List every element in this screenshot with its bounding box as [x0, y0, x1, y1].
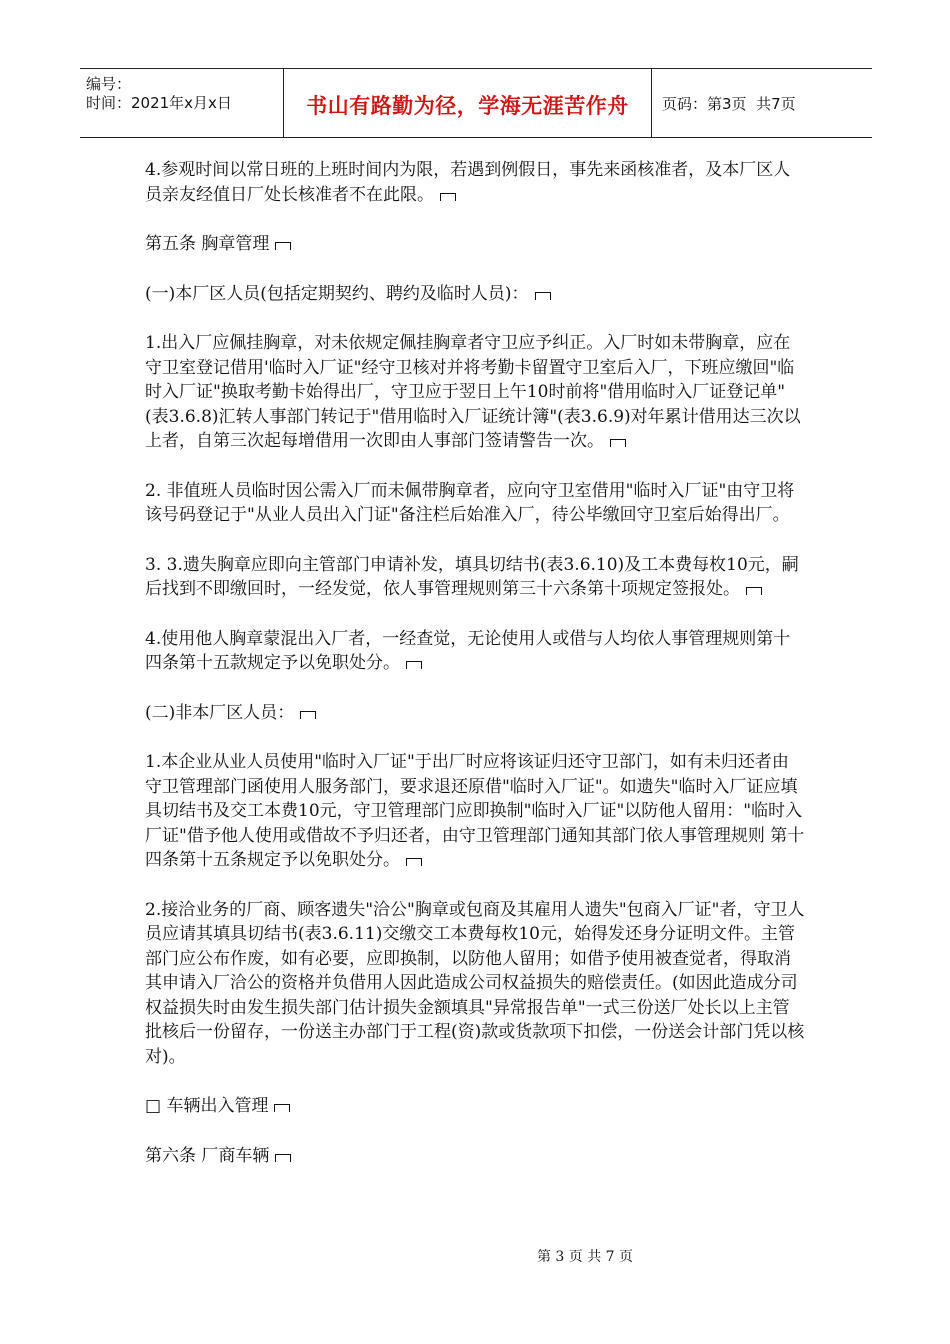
- paragraph: [145, 701, 805, 726]
- paragraph-mark-icon: [406, 661, 422, 669]
- paragraph: [145, 331, 805, 454]
- paragraph-text: 3. 3.遗失胸章应即向主管部门申请补发，填具切结书(表3.6.10)及工本费每枚10元，嗣后找到不即缴回时，一经发觉，依人事管理规则第三十六条第十项规定签报处。: [145, 554, 799, 599]
- document-body: [145, 158, 805, 1193]
- paragraph-text: (二)非本厂区人员：: [145, 702, 295, 723]
- paragraph-text: 2.接洽业务的厂商、顾客遗失"洽公"胸章或包商及其雇用人遗失"包商入厂证"者，守卫人员应请其填具切结书(表3.6.11)交缴交工本费每枚10元，始得发还身分证明文件。主管部门应公布作废，如有必要，应即换制，以防他人留用；如借予使用被查觉者，得取消其申请入厂洽公的资格并负借用人因此造成公司权益损失的赔偿责任。(如因此造成分司权益损失时由发生损失部门估计损失金额填具"异常报告单"一式三份送厂处长以上主管批核后一份留存，一份送主办部门于工程(资)款或货款项下扣偿，一份送会计部门凭以核对)。: [145, 899, 805, 1067]
- paragraph-mark-icon: [535, 292, 551, 300]
- paragraph-mark-icon: [406, 858, 422, 866]
- section-heading: [145, 1094, 805, 1119]
- paragraph-mark-icon: [746, 587, 762, 595]
- paragraph: [145, 282, 805, 307]
- header-motto: 书山有路勤为径，学海无涯苦作舟: [306, 94, 629, 118]
- section-heading: [145, 1144, 805, 1169]
- paragraph-text: (一)本厂区人员(包括定期契约、聘约及临时人员)：: [145, 283, 529, 304]
- paragraph-text: 4.使用他人胸章蒙混出入厂者，一经查觉，无论使用人或借与人均依人事管理规则第十四条第十五款规定予以免职处分。: [145, 628, 791, 673]
- header-right-cell: [652, 69, 872, 137]
- paragraph-text: 第六条 厂商车辆: [145, 1145, 270, 1166]
- paragraph-mark-icon: [275, 242, 291, 250]
- paragraph-text: □ 车辆出入管理: [145, 1096, 269, 1116]
- header-left-cell: [80, 69, 284, 137]
- section-heading: [145, 232, 805, 257]
- paragraph-mark-icon: [610, 439, 626, 447]
- paragraph-text: 2. 非值班人员临时因公需入厂而未佩带胸章者，应向守卫室借用"临时入厂证"由守卫将该号码登记于"从业人员出入门证"备注栏后始准入厂，待公毕缴回守卫室后始得出厂。: [145, 480, 795, 525]
- paragraph-text: 4.参观时间以常日班的上班时间内为限，若遇到例假日，事先来函核准者，及本厂区人员亲友经值日厂处长核准者不在此限。: [145, 160, 791, 205]
- paragraph-mark-icon: [440, 193, 456, 201]
- paragraph-text: 1.出入厂应佩挂胸章，对未依规定佩挂胸章者守卫应予纠正。入厂时如未带胸章，应在守卫室登记借用'临时入厂证"经守卫核对并将考勤卡留置守卫室后入厂，下班应缴回"临时入厂证"换取考勤卡始得出厂，守卫应于翌日上午10时前将"借用临时入厂证登记单"(表3.6.8)汇转人事部门转记于"借用临时入厂证统计簿"(表3.6.9)对年累计借用达三次以上者，自第三次起每增借用一次即由人事部门签请警告一次。: [145, 333, 801, 451]
- paragraph-mark-icon: [300, 711, 316, 719]
- header-center-cell: [284, 69, 652, 137]
- page-footer: 第 3 页 共 7 页: [536, 1249, 634, 1265]
- document-time-label: 时间：2021年x月x日: [86, 94, 232, 112]
- paragraph: [145, 158, 805, 207]
- paragraph: [145, 750, 805, 873]
- paragraph: [145, 898, 805, 1070]
- paragraph-mark-icon: [275, 1154, 291, 1162]
- page-header: [80, 68, 872, 138]
- paragraph: [145, 479, 805, 528]
- paragraph-text: 1.本企业从业人员使用"临时入厂证"于出厂时应将该证归还守卫部门，如有未归还者由守卫管理部门函使用人服务部门，要求退还原借"临时入厂证"。如遗失"临时入厂证应填具切结书及交工本费10元，守卫管理部门应即换制"临时入厂证"以防他人留用："临时入厂证"借予他人使用或借故不予归还者，由守卫管理部门通知其部门依人事管理规则 第十四条第十五条规定予以免职处分。: [145, 752, 805, 870]
- paragraph: [145, 627, 805, 676]
- header-page-label: 页码：第3页 共7页: [662, 94, 796, 113]
- document-number-label: 编号：: [86, 75, 132, 93]
- paragraph-mark-icon: [274, 1104, 290, 1112]
- paragraph: [145, 553, 805, 602]
- paragraph-text: 第五条 胸章管理: [145, 234, 270, 254]
